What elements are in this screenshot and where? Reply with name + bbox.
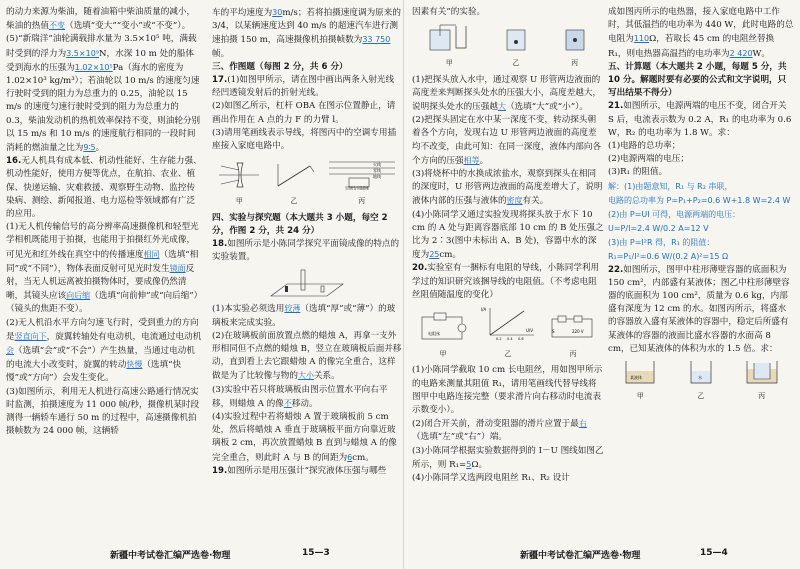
figure-bing bbox=[560, 22, 590, 70]
circuit-diagram bbox=[418, 311, 468, 343]
answer: 密度 bbox=[506, 196, 523, 206]
question-17: 17.(1)如图甲所示，请在图中画出两条入射光线经凹透镜发射后的折射光线。 bbox=[212, 75, 395, 99]
figure-label: 甲 bbox=[445, 59, 453, 68]
liquid-label: 某液体 bbox=[630, 375, 643, 381]
figure-label: 丙 bbox=[358, 197, 366, 206]
c2-para-9: (4)实验过程中若将蜡烛 A 置于玻璃板前 5 cm 处，然后将蜡烛 A 垂直于玻璃板平面方向靠近玻璃板 2 cm，再次放置蜡烛 B 直到与蜡烛 A 的像完全重合，则此时 A 与 B 的间距为6cm。 bbox=[212, 412, 397, 463]
answer: 不 bbox=[283, 398, 292, 408]
c3-para-7: (1)小陈同学截取 10 cm 长电阻丝，用如图甲所示的电路来测量其阻值 R₁，请用笔画线代替导线将图甲中电路连接完整（要求滑片向右移动时电流表示数变小）。 bbox=[412, 365, 603, 416]
socket-label: 空调专用插座 bbox=[344, 185, 369, 191]
figure-bing bbox=[744, 359, 780, 403]
concave-lens-diagram bbox=[217, 160, 261, 190]
heater-circuit-diagram bbox=[548, 313, 598, 343]
figure-label: 甲 bbox=[636, 392, 644, 401]
figure-jia bbox=[622, 359, 658, 403]
section-4-title: 四、实验与探究题（本大题共 3 小题，每空 2 分，作图 2 分，共 24 分） bbox=[212, 212, 388, 236]
figure-label: 乙 bbox=[697, 392, 705, 401]
figure-label: 甲 bbox=[439, 350, 447, 359]
figure-bing bbox=[548, 313, 598, 361]
question-22: 22.如图所示，图甲中柱形薄壁容器的底面积为 150 cm²，内部盛有某液体；图乙中柱形薄壁容器的底面积为 100 cm²，质量为 0.6 kg，内部盛有深度为 12 cm 的水。如图丙所示，将盛水的容器放入盛有某液体的容器中，稳定后所盛有某液体的容器的液面比盛水容器的水面高 8 cm，已知某液体的体积为水的 1.5 倍。求： bbox=[608, 264, 790, 354]
figure-label: 丙 bbox=[569, 350, 577, 359]
figure-label: 丙 bbox=[758, 392, 766, 401]
c3-para-3: (2)把探头固定在水中某一深度不变，转动探头朝着各个方向，发现右边 U 形管两边液面的高度差均不改变，由此可知：在同一深度，液体内部向各个方向的压强相等。 bbox=[412, 115, 602, 166]
figure-label: 乙 bbox=[290, 197, 298, 206]
section-5-title: 五、计算题（本大题共 2 小题，每题 5 分，共 10 分。解题时要有必要的公式和文字说明，只写出结果不得分） bbox=[608, 61, 787, 99]
c3-para-2: (1)把探头放入水中，通过观察 U 形管两边液面的高度差来判断探头处水的压强大小，高度差越大，说明探头处水的压强越大（选填“大”或“小”）。 bbox=[412, 74, 602, 113]
c2-para-8: (3)实验中若只将玻璃板由图示位置水平向右平移，则蜡烛 A 的像不移动。 bbox=[212, 384, 388, 409]
resistor-wire-label: 电阻丝 bbox=[428, 331, 440, 337]
question-21: 21.如图所示，电源两端的电压不变，闭合开关 S 后，电流表示数为 0.2 A，R₁ 的电功率为 0.6 W，R₂ 的电功率为 1.8 W。求： bbox=[608, 101, 792, 138]
answer: 30 bbox=[272, 8, 283, 17]
answer: 2 420 bbox=[729, 48, 753, 58]
solution-line: 解：(1)由题意知，R₁ 与 R₂ 串联， bbox=[608, 181, 733, 191]
answer: 6 bbox=[347, 452, 353, 462]
water-label: 水 bbox=[697, 375, 702, 381]
solution-21 bbox=[608, 180, 794, 264]
section-3-title: 三、作图题（每图 2 分，共 6 分） bbox=[212, 61, 348, 72]
figure-label: 丙 bbox=[571, 59, 579, 68]
solution-line: 电路的总功率为 P=P₁+P₂=0.6 W+1.8 W=2.4 W bbox=[608, 195, 791, 205]
c3-para-8: (2)闭合开关前，滑动变阻器的滑片应置于最右（选填“左”或“右”）端。 bbox=[412, 419, 587, 443]
answer: 较薄 bbox=[284, 304, 301, 314]
c2-para-1: 车的平均速度为30m/s；若将拍摄速度调为原来的 3/4，以某辆速度达到 40 m/s 的超速汽车进行测速拍摄 150 m，高速摄像机拍摄帧数为33 750帧。 bbox=[212, 8, 401, 59]
c1-para-4: (1)无人机传输信号的高分辨率高速摄像机和轻型光学相机既能用于拍摄，也能用于拍摄红外光成像，可见光和红外线在真空中的传播速度相同（选填“相同”或“不同”），物体表面反射可见光时发生镜面反射，当无人机远离被拍摄物体时，要成像仍然清晰，其镜头应该向后缩（选填“向前伸”或“向后缩”）（镜头的焦距不变）。 bbox=[6, 222, 199, 315]
question-16: 16.无人机具有成本低、机动性能好、生存能力强、机动性能好，使用方便等优点，在航拍、农业、植保、快递运输、灾难救援、观察野生动物、监控传染病、测绘、新闻报道、电力巡检等领域都有广泛的应用。 bbox=[6, 156, 202, 220]
question-18: 18.如图所示是小陈同学探究平面镜成像的特点的实验装置。 bbox=[212, 239, 400, 263]
c3-para-1: 因素有关”的实验。 bbox=[412, 7, 486, 17]
column-1 bbox=[6, 6, 202, 439]
answer: 25 bbox=[429, 250, 440, 260]
c4-para-5: (3)R₁ 的阻值。 bbox=[608, 167, 668, 178]
answer: 相等 bbox=[463, 155, 480, 165]
c4-para-3: (1)电路的总功率； bbox=[608, 141, 681, 152]
mirror-experiment-diagram bbox=[267, 266, 347, 300]
figure-yi bbox=[480, 305, 536, 361]
pressure-gauge-diagram bbox=[426, 22, 472, 52]
iu-graph bbox=[480, 305, 536, 343]
axis-label-x: U/V bbox=[526, 328, 534, 334]
figure-yi bbox=[272, 160, 316, 208]
beaker-probe-diagram bbox=[560, 22, 590, 52]
figure-q18 bbox=[212, 266, 402, 300]
solution-line: R₁=P₁/I²=0.6 W/(0.2 A)²=15 Ω bbox=[608, 251, 729, 261]
c1-para-5: (2)无人机沿水平方向匀速飞行时，受到重力的方向是竖直向下，旋翼转轴处有电动机，电流通过电动机会（选填“会”或“不会”）产生热量，当通过电动机的电流大小改变时，旋翼的转动快慢（选填“快慢”或“方向”）会发生变化。 bbox=[6, 317, 202, 384]
c2-para-7: (2)在玻璃板前面放置点燃的蜡烛 A，再拿一支外形相同但不点燃的蜡烛 B，竖立在玻璃板后面并移动，直到看上去它跟蜡烛 A 的像完全重合，这样做是为了比较像与物的大小关系。 bbox=[212, 330, 402, 382]
figure-q19 bbox=[412, 22, 604, 70]
footer-page-left: 15—3 bbox=[302, 548, 330, 558]
switch-label: S bbox=[552, 329, 555, 335]
answer: 33 750 bbox=[362, 35, 391, 45]
wire-label: 零线 bbox=[372, 168, 381, 174]
tick-label: 0.6 bbox=[518, 337, 524, 342]
figure-yi bbox=[687, 359, 715, 403]
solution-line: (2)由 P=UI 可得，电源两端的电压： bbox=[608, 209, 741, 219]
figure-q20 bbox=[412, 305, 604, 361]
figure-label: 乙 bbox=[504, 350, 512, 359]
figure-q17 bbox=[212, 156, 402, 208]
c3-para-9: (3)小陈同学根据实验数据得到的 I－U 图线如图乙所示，则 R₁=5Ω。 bbox=[412, 445, 604, 470]
answer: 大 bbox=[497, 102, 506, 112]
c2-para-4: (3)请用笔画线表示导线，将图丙中的空调专用插座接入家庭电路中。 bbox=[212, 127, 397, 152]
answer: 右 bbox=[578, 419, 587, 429]
voltage-label: 220 V bbox=[572, 329, 584, 335]
answer: 大小 bbox=[297, 371, 314, 381]
c1-para-1: 的动力来源为柴油，随着油箱中柴油质量的减小，柴油的热值不变（选填“变大”“变小”或“不变”）。 bbox=[6, 7, 196, 32]
beaker-probe-diagram bbox=[501, 22, 531, 52]
question-19: 19.如图所示是用压强计“探究液体压强与哪些 bbox=[212, 465, 387, 476]
c1-para-6: (3)如图所示，利用无人机进行高速公路通行情况实时监测，拍摄速度为 11 000 帧/秒，摄像机某时段测得一辆轿车通行 50 m 的过程中，高速摄像机拍摄帧数为 24 000 帧，这辆轿 bbox=[6, 386, 200, 437]
solution-line: (3)由 P=I²R 得，R₁ 的阻值： bbox=[608, 237, 715, 247]
answer: 快慢 bbox=[126, 360, 143, 370]
socket-circuit-diagram bbox=[327, 156, 397, 190]
answer: 3.5×10⁹ bbox=[66, 48, 99, 58]
answer: 5 bbox=[466, 459, 472, 469]
container-diagram bbox=[687, 359, 715, 385]
question-20: 20.实验室有一捆标有电阻的导线，小陈同学利用学过的知识研究该捆导线的电阻值。（不考虑电阻丝阻值随温度的变化） bbox=[412, 263, 600, 300]
nested-container-diagram bbox=[744, 359, 780, 385]
answer: 向后缩 bbox=[66, 291, 91, 301]
answer: 110 bbox=[633, 34, 650, 44]
c4-para-4: (2)电源两端的电压； bbox=[608, 154, 689, 165]
answer: 9∶5 bbox=[83, 143, 96, 153]
tick-label: 0.2 bbox=[496, 337, 502, 342]
wire-label: 火线 bbox=[372, 162, 381, 168]
c4-para-1: 成如图丙所示的电热器，接入家庭电路中工作时，其低温挡的电功率为 440 W，此时电路的总电阻为110Ω，若取长 45 cm 的电阻丝替换 R₁，则电热器高温挡的电功率为2 420W。 bbox=[608, 7, 794, 59]
figure-label: 甲 bbox=[235, 197, 243, 206]
solution-line: U=P/I=2.4 W/0.2 A=12 V bbox=[608, 223, 709, 233]
figure-jia bbox=[418, 311, 468, 361]
figure-jia bbox=[217, 160, 261, 208]
c3-para-10: (4)小陈同学又选两段电阻丝 R₁、R₂ 设计 bbox=[412, 473, 570, 484]
tick-label: 0.4 bbox=[507, 337, 513, 342]
wire-label: 地线 bbox=[372, 174, 381, 180]
c1-para-2: (5)“新瑞洋”油轮满载排水量为 3.5×10⁵ 吨，满载时受到的浮力为3.5×10⁹N，水深 10 m 处的船体受到海水的压强为1.02×10⁵Pa（海水的密度为 1.02×10³ kg/m³）；若油轮以 10 m/s 的速度匀速行驶时受到的阻力为总重力的 0.25，油轮以 15 m/s 的速度匀速行驶时受到的阻力为总重力的 0.3，柴油发动机的热机效率保持不变，则油轮分别以 15 m/s 和 10 m/s 的速度航行相同的一段时间消耗的燃油量之比为9∶5。 bbox=[6, 34, 201, 154]
c3-para-4: (3)将烧杯中的水换成浓盐水，观察到探头在相同的深度时，U 形管两边液面的高度差增大了，说明液体内部的压强与液体的密度有关。 bbox=[412, 169, 603, 207]
answer: 镜面 bbox=[169, 263, 186, 273]
c2-para-6: (1)本实验必须选用较薄（选填“厚”或“薄”）的玻璃板来完成实验。 bbox=[212, 304, 396, 328]
footer-title-right: 新疆中考试卷汇编严选卷·物理 bbox=[520, 551, 641, 561]
column-4 bbox=[608, 6, 794, 406]
figure-label: 乙 bbox=[512, 59, 520, 68]
answer: 竖直向下 bbox=[14, 331, 47, 341]
c2-para-3: (2)如图乙所示，杠杆 OBA 在图示位置静止，请画出作用在 A 点的力 F 的力臂 l。 bbox=[212, 101, 396, 125]
column-3 bbox=[412, 6, 604, 485]
c3-para-5: (4)小陈同学又通过实验发现将探头放于水下 10 cm 的 A 处与距离容器底部 10 cm 的 B 处压强之比为 2∶3(图中未标出 A、B 处)，容器中水的深度为25cm。 bbox=[412, 209, 604, 261]
answer: 不变 bbox=[48, 21, 65, 31]
figure-q22 bbox=[608, 359, 794, 403]
footer-page-right: 15—4 bbox=[700, 548, 728, 558]
figure-jia bbox=[426, 22, 472, 70]
answer: 1.02×10⁵ bbox=[74, 62, 113, 72]
container-diagram bbox=[622, 359, 658, 385]
answer: 相同 bbox=[143, 249, 160, 259]
answer: 会 bbox=[6, 346, 14, 356]
footer-title-left: 新疆中考试卷汇编严选卷·物理 bbox=[110, 551, 231, 561]
column-2 bbox=[212, 6, 402, 478]
lever-diagram bbox=[272, 160, 316, 190]
axis-label-y: I/A bbox=[481, 307, 487, 313]
page-divider bbox=[403, 0, 404, 569]
figure-yi bbox=[501, 22, 531, 70]
figure-bing bbox=[327, 156, 397, 208]
